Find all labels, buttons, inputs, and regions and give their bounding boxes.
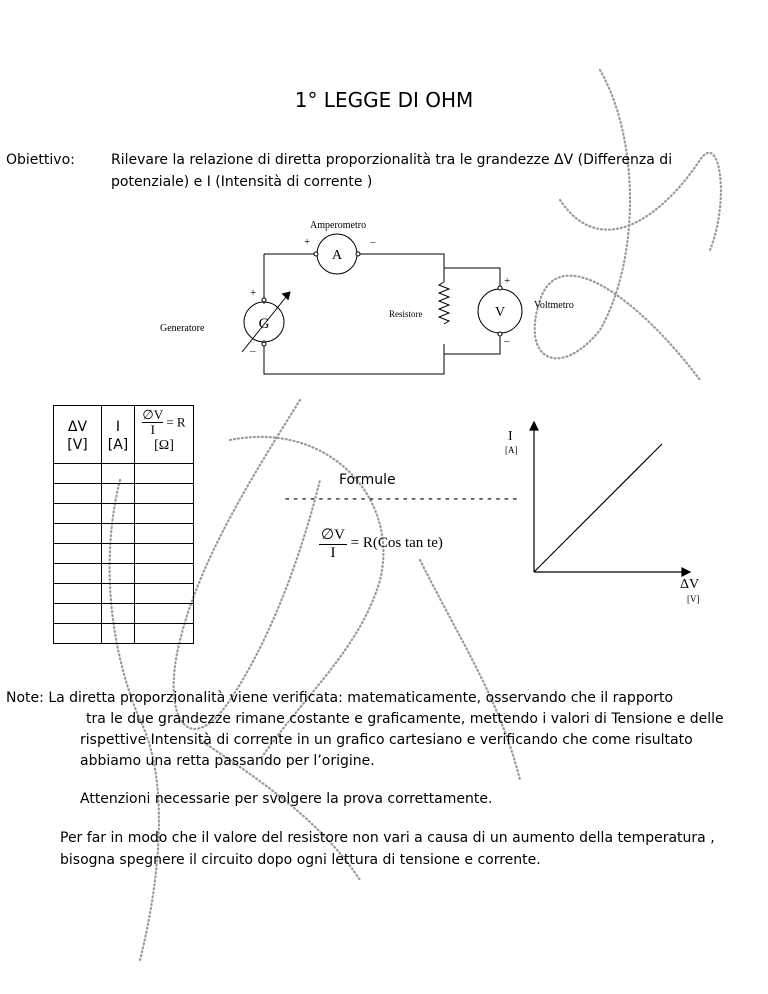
page-title: 1° LEGGE DI OHM [294,88,474,112]
procedure-line1: Per far in modo che il valore del resistore non vari a causa di un aumento della temperatura , [60,830,715,846]
voltmeter-label: Voltmetro [534,300,574,311]
note-line4: abbiamo una retta passando per l’origine. [80,753,375,769]
col-current-header: I [A] [107,419,129,453]
svg-text:–: – [250,345,256,357]
svg-text:–: – [370,236,376,248]
procedure-line2: bisogna spegnere il circuito dopo ogni lettura di tensione e corrente. [60,852,541,868]
note-line3: rispettive Intensità di corrente in un grafico cartesiano e verificando che come risultato [80,732,693,748]
objective-text-line1: Rilevare la relazione di diretta proporzionalità tra le grandezze ΔV (Differenza di [111,152,673,168]
table-row [54,504,194,524]
table-row [54,584,194,604]
measurements-table [53,405,194,644]
table-row [54,604,194,624]
ohm-formula: $\frac{\emptyset V}{I}$ = R(Cos tan te) [321,527,443,561]
proportionality-graph [492,418,722,618]
proportionality-line [534,444,662,572]
svg-text:–: – [504,335,510,347]
ammeter-label: Amperometro [310,220,367,231]
generator-letter: G [258,316,270,332]
voltmeter-letter: V [494,305,506,320]
x-axis-label: ΔV [680,577,700,592]
attention-heading: Attenzioni necessarie per svolgere la prova correttamente. [80,791,493,807]
y-axis-unit: [A] [505,445,518,455]
table-row [54,464,194,484]
generator-label: Generatore [160,323,205,334]
svg-text:+: + [304,236,311,248]
col-resistance-header: $\frac{\emptyset V}{I}$ = R [Ω] [142,407,186,453]
note-line2: tra le due grandezze rimane costante e graficamente, mettendo i valori di Tensione e delle [86,711,724,727]
table-row [54,624,194,644]
table-row [54,484,194,504]
objective-label: Obiettivo: [6,152,75,168]
table-row [54,564,194,584]
circuit-diagram [160,218,574,384]
x-axis-unit: [V] [687,594,700,604]
ammeter-letter: A [331,248,343,263]
svg-text:+: + [504,275,511,287]
svg-text:+: + [250,287,257,299]
resistor-label: Resistore [389,309,423,319]
table-row [54,524,194,544]
note-paragraph [6,690,673,706]
objective-text-line2: potenziale) e I (Intensità di corrente ) [111,174,373,190]
col-voltage-header: ΔV [V] [67,419,88,453]
table-row [54,544,194,564]
formule-divider: ---------------------------- [283,491,520,507]
note-label: Note: [6,690,44,706]
formule-label: Formule [339,472,396,488]
note-line1: La diretta proporzionalità viene verificata: matematicamente, osservando che il rapporto [48,690,674,706]
y-axis-label: I [508,429,513,444]
